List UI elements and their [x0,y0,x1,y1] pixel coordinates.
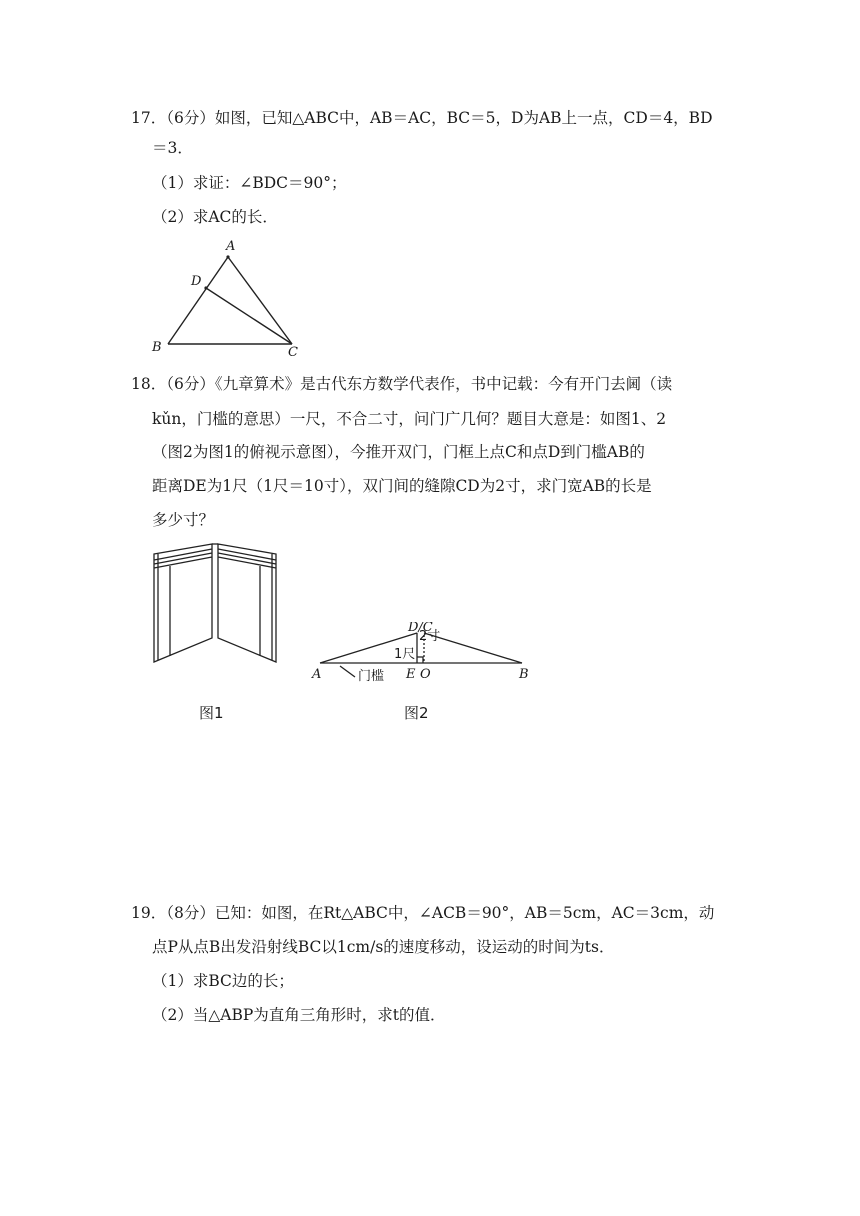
p19-line-3: （1）求BC边的长； [152,972,294,990]
triangle-figure [140,232,320,362]
p18-line-1: 18．（6分）《九章算术》是古代东方数学代表作，书中记载：今有开门去阃（读 [131,375,673,393]
label-c: C [288,345,298,360]
label-e: E [406,667,416,682]
p17-line-2: ＝3． [152,139,193,157]
p18-line-4: 距离DE为1尺（1尺＝10寸），双门间的缝隙CD为2寸，求门宽AB的长是 [152,477,652,495]
label-b: B [519,667,529,682]
label-o: O [420,667,431,682]
label-a: A [312,667,322,682]
label-dc: D/C [408,622,433,635]
p19-line-2: 点P从点B出发沿射线BC以1cm/s的速度移动，设运动的时间为ts． [152,938,615,956]
p17-line-1: 17．（6分）如图，已知△ABC中，AB＝AC，BC＝5，D为AB上一点，CD＝4，BD [131,109,713,127]
figure-2-caption: 图2 [404,704,429,722]
p17-line-4: （2）求AC的长． [152,208,278,226]
p17-line-3: （1）求证：∠BDC＝90°； [152,174,347,192]
label-d: D [191,274,202,289]
p19-line-1: 19．（8分）已知：如图，在Rt△ABC中，∠ACB＝90°，AB＝5cm，AC＝3cm，动 [131,904,715,922]
label-b: B [152,340,162,355]
p18-line-2: kǔn，门槛的意思）一尺，不合二寸，问门广几何？题目大意是：如图1、2 [152,410,667,428]
p18-line-3: （图2为图1的俯视示意图），今推开双门，门框上点C和点D到门槛AB的 [152,443,645,461]
p18-line-5: 多少寸？ [152,511,215,529]
label-a: A [226,239,236,254]
figure-1-caption: 图1 [199,704,224,722]
door-figure-2 [300,622,550,692]
p19-line-4: （2）当△ABP为直角三角形时，求t的值． [152,1006,446,1024]
label-threshold: 门槛 [358,669,385,684]
label-gap: 2寸 [419,629,441,644]
door-figure-1 [148,540,283,670]
label-one-chi: 1尺 [394,647,416,662]
